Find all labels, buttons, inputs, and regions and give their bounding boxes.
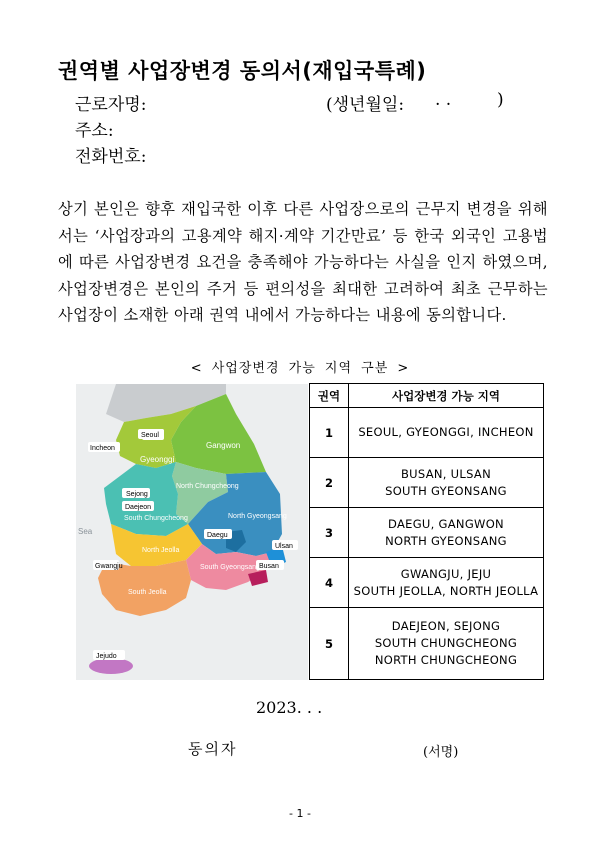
region-area-line: NORTH GYEONSANG bbox=[385, 533, 507, 548]
map-label-south-gyeongsang: South Gyeongsang bbox=[200, 564, 260, 571]
region-areas bbox=[349, 408, 544, 458]
page-number: - 1 - bbox=[289, 807, 311, 820]
region-number: 2 bbox=[310, 458, 349, 508]
table-row bbox=[310, 408, 544, 458]
map-label-gwangju: Gwangju bbox=[95, 563, 123, 570]
region-area-line: DAEGU, GANGWON bbox=[388, 516, 504, 531]
map-label-south-jeolla: South Jeolla bbox=[128, 589, 167, 596]
korea-region-map bbox=[76, 384, 308, 680]
region-number: 1 bbox=[310, 408, 349, 458]
map-label-jejudo: Jejudo bbox=[96, 653, 117, 660]
region-number: 3 bbox=[310, 508, 349, 558]
date-line: 2023. . . bbox=[256, 698, 323, 717]
region-area-line: SOUTH JEOLLA, NORTH JEOLLA bbox=[353, 583, 539, 598]
map-label-seoul: Seoul bbox=[141, 432, 159, 439]
map-label-daejeon: Daejeon bbox=[125, 504, 152, 511]
birth-date-dots: . . bbox=[435, 90, 452, 110]
table-row bbox=[310, 508, 544, 558]
address-label: 주소: bbox=[75, 121, 114, 141]
map-label-north-gyeongsang: North Gyeongsang bbox=[228, 513, 287, 520]
map-label-busan: Busan bbox=[259, 563, 279, 570]
region-area-line: SOUTH CHUNGCHEONG bbox=[374, 636, 518, 650]
korea-map-graphic bbox=[76, 384, 308, 680]
region-areas bbox=[349, 558, 544, 608]
table-row bbox=[310, 558, 544, 608]
phone-label: 전화번호: bbox=[75, 147, 147, 167]
table-header-area: 사업장변경 가능 지역 bbox=[349, 384, 544, 408]
map-label-sea: Sea bbox=[78, 527, 93, 536]
region-number: 4 bbox=[310, 558, 349, 608]
signature-label: (서명) bbox=[423, 745, 459, 760]
map-label-gyeonggi: Gyeonggi bbox=[140, 455, 175, 464]
region-area-line: GWANGJU, JEJU bbox=[400, 566, 492, 581]
map-label-north-chungcheong: North Chungcheong bbox=[176, 483, 239, 490]
region-number: 5 bbox=[310, 608, 349, 680]
region-areas bbox=[349, 608, 544, 680]
map-label-daegu: Daegu bbox=[207, 532, 228, 539]
map-label-incheon: Incheon bbox=[90, 445, 115, 452]
map-label-gangwon: Gangwon bbox=[206, 441, 241, 450]
table-row bbox=[310, 458, 544, 508]
region-area-line: SOUTH GYEONSANG bbox=[385, 483, 507, 498]
region-table bbox=[309, 383, 544, 680]
agreer-label: 동의자 bbox=[188, 740, 238, 758]
region-area-line: SEOUL, GYEONGGI, INCHEON bbox=[358, 425, 534, 439]
birth-date-close: ) bbox=[497, 90, 504, 110]
map-label-north-jeolla: North Jeolla bbox=[142, 547, 180, 554]
region-area-line: DAEJEON, SEJONG bbox=[391, 619, 501, 633]
region-caption: < 사업장변경 가능 지역 구분 > bbox=[190, 361, 410, 376]
region-area-line: BUSAN, ULSAN bbox=[400, 466, 491, 481]
region-jeju bbox=[89, 658, 133, 674]
birth-date-label: (생년월일: bbox=[326, 95, 405, 115]
table-row bbox=[310, 608, 544, 680]
map-label-south-chungcheong: South Chungcheong bbox=[124, 515, 188, 522]
region-area-line: NORTH CHUNGCHEONG bbox=[374, 653, 518, 667]
table-header-region: 권역 bbox=[310, 384, 349, 408]
consent-paragraph: 상기 본인은 향후 재입국한 이후 다른 사업장으로의 근무지 변경을 위해서는 ‘사업장과의 고용계약 해지·계약 기간만료’ 등 한국 외국인 고용법에 따른 사업장변경 요건을 충족해야 가능하다는 사실을 인지 하였으며, 사업장변경은 본인의 주거 등 편의성을 최대한 고려하여 최초 근무하는 사업장이 소재한 아래 권역 내에서 가능하다는 내용에 동의합니다. bbox=[58, 200, 548, 324]
map-label-ulsan: Ulsan bbox=[275, 543, 293, 550]
map-label-sejong: Sejong bbox=[126, 491, 148, 498]
worker-name-label: 근로자명: bbox=[75, 95, 147, 115]
region-areas bbox=[349, 508, 544, 558]
region-areas bbox=[349, 458, 544, 508]
document-title: 권역별 사업장변경 동의서(재입국특례) bbox=[58, 59, 427, 83]
